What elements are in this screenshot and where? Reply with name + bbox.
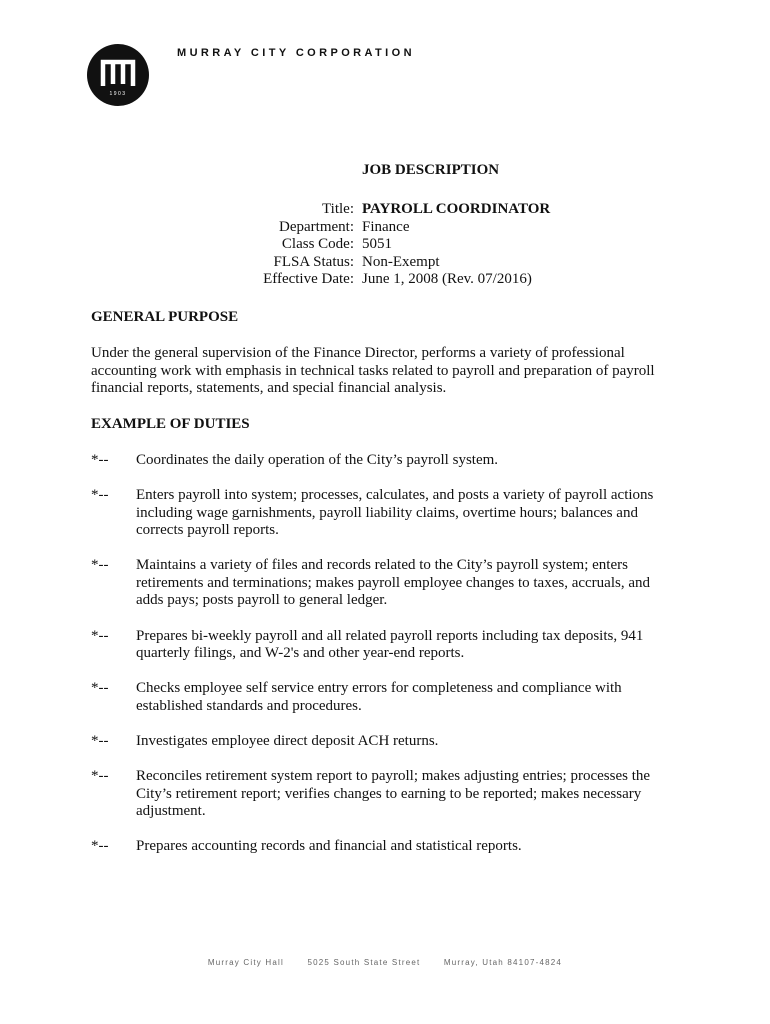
general-purpose-heading: GENERAL PURPOSE bbox=[91, 309, 239, 325]
duty-text: Enters payroll into system; processes, calculates, and posts a variety of payroll actions including wage garnishments, payroll liability claims, overtime hours; balances and corrects payroll reports. bbox=[136, 487, 654, 539]
page-footer bbox=[0, 958, 770, 967]
duty-bullet: *-- bbox=[91, 557, 109, 574]
effective-date-value: June 1, 2008 (Rev. 07/2016) bbox=[362, 271, 532, 287]
duty-bullet: *-- bbox=[91, 627, 109, 644]
effective-date-label: Effective Date: bbox=[263, 271, 354, 287]
duty-bullet: *-- bbox=[91, 452, 109, 468]
duty-text: Coordinates the daily operation of the City’s payroll system. bbox=[136, 452, 499, 468]
department-label: Department: bbox=[279, 218, 354, 235]
footer-building: Murray City Hall bbox=[207, 958, 285, 967]
document-heading: JOB DESCRIPTION bbox=[362, 162, 500, 178]
duty-item bbox=[91, 768, 671, 821]
duty-bullet: *-- bbox=[91, 838, 109, 855]
field-labels bbox=[263, 201, 354, 289]
duty-bullet: *-- bbox=[91, 732, 109, 749]
duty-text: Prepares bi-weekly payroll and all related payroll reports including tax deposits, 941 quarterly filings, and W-2's and other year-end reports. bbox=[136, 627, 644, 662]
duty-item bbox=[91, 838, 671, 856]
duty-item bbox=[91, 557, 671, 610]
duty-text: Prepares accounting records and financial and statistical reports. bbox=[136, 838, 522, 855]
job-title: PAYROLL COORDINATOR bbox=[362, 201, 551, 217]
duties-list bbox=[91, 452, 671, 874]
flsa-status-value: Non-Exempt bbox=[362, 253, 440, 270]
general-purpose-text: Under the general supervision of the Finance Director, performs a variety of professional accounting work with emphasis in technical tasks related to payroll and preparation of payroll financial reports, statements, and special financial analysis. bbox=[91, 345, 655, 396]
duty-text: Reconciles retirement system report to payroll; makes adjusting entries; processes the City’s retirement report; verifies changes to earning to be reported; makes necessary adjustment. bbox=[136, 768, 651, 820]
field-values bbox=[362, 201, 550, 289]
duty-text: Checks employee self service entry errors for completeness and compliance with established standards and procedures. bbox=[136, 680, 622, 714]
duty-bullet: *-- bbox=[91, 487, 109, 504]
department-value: Finance bbox=[362, 218, 410, 235]
title-label: Title: bbox=[322, 201, 354, 217]
class-code-label: Class Code: bbox=[281, 236, 354, 252]
duty-item bbox=[91, 680, 671, 715]
logo-year: 1903 bbox=[109, 91, 127, 97]
m-logo-icon bbox=[87, 44, 149, 106]
duty-text: Maintains a variety of files and records related to the City’s payroll system; enters retirements and terminations; makes payroll employee changes to taxes, accruals, and adds pays; posts payroll to general ledger. bbox=[136, 557, 650, 609]
duty-text: Investigates employee direct deposit ACH returns. bbox=[136, 732, 439, 749]
murray-city-logo bbox=[87, 44, 149, 106]
footer-city: Murray, Utah 84107-4824 bbox=[443, 958, 563, 967]
duty-item bbox=[91, 487, 671, 540]
duty-bullet: *-- bbox=[91, 680, 109, 697]
duty-bullet: *-- bbox=[91, 768, 109, 785]
duty-item bbox=[91, 452, 671, 470]
duty-item bbox=[91, 628, 671, 663]
footer-street: 5025 South State Street bbox=[307, 958, 421, 967]
class-code-value: 5051 bbox=[362, 236, 392, 252]
duty-item bbox=[91, 733, 671, 751]
flsa-status-label: FLSA Status: bbox=[273, 253, 354, 270]
duties-heading: EXAMPLE OF DUTIES bbox=[91, 416, 250, 432]
organization-name: MURRAY CITY CORPORATION bbox=[177, 47, 415, 59]
